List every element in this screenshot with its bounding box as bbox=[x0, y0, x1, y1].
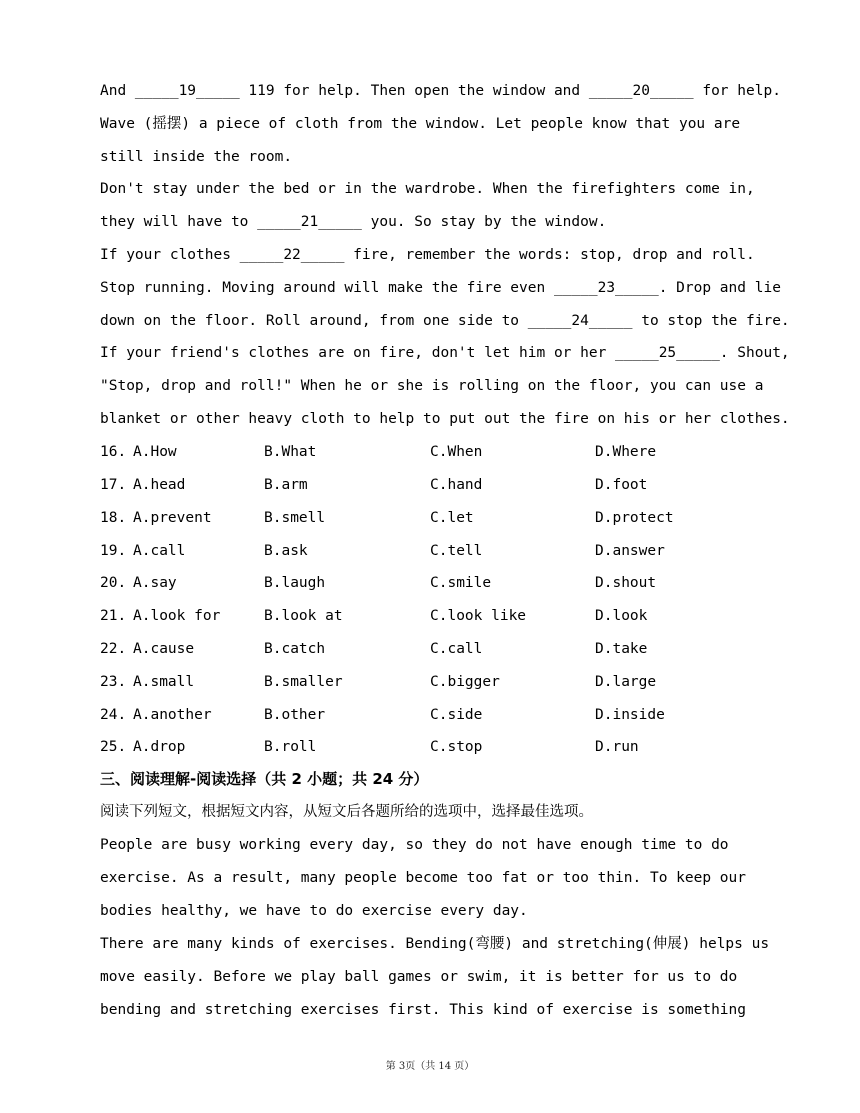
option-a[interactable]: A.small bbox=[133, 674, 195, 690]
page-footer: 第 3页（共 14 页） bbox=[385, 1061, 475, 1072]
option-a[interactable]: A.call bbox=[133, 543, 186, 559]
passage-line: And _____19_____ 119 for help. Then open the window and _____20_____ for help. bbox=[100, 83, 781, 99]
option-a[interactable]: A.say bbox=[133, 575, 177, 591]
question-row bbox=[100, 508, 800, 528]
option-c[interactable]: C.tell bbox=[430, 543, 483, 559]
option-c[interactable]: C.side bbox=[430, 707, 483, 723]
passage-line: If your clothes _____22_____ fire, remember the words: stop, drop and roll. bbox=[100, 247, 755, 263]
question-row bbox=[100, 737, 800, 757]
reading-line: bending and stretching exercises first. This kind of exercise is something bbox=[100, 1002, 747, 1018]
question-row bbox=[100, 475, 800, 495]
option-d[interactable]: D.protect bbox=[595, 510, 674, 526]
option-d[interactable]: D.answer bbox=[595, 543, 665, 559]
option-a[interactable]: A.look for bbox=[133, 608, 221, 624]
question-number: 21. bbox=[100, 608, 127, 624]
question-row bbox=[100, 606, 800, 626]
option-d[interactable]: D.Where bbox=[595, 444, 657, 460]
option-b[interactable]: B.What bbox=[264, 444, 317, 460]
option-b[interactable]: B.smell bbox=[264, 510, 326, 526]
section-title: 三、阅读理解-阅读选择（共 2 小题；共 24 分） bbox=[100, 770, 429, 788]
passage-line: If your friend's clothes are on fire, don't let him or her _____25_____. Shout, bbox=[100, 345, 790, 361]
section-instruction: 阅读下列短文，根据短文内容，从短文后各题所给的选项中，选择最佳选项。 bbox=[100, 804, 593, 820]
reading-line: There are many kinds of exercises. Bending(弯腰) and stretching(伸展) helps us bbox=[100, 936, 770, 952]
option-d[interactable]: D.shout bbox=[595, 575, 657, 591]
option-c[interactable]: C.hand bbox=[430, 477, 483, 493]
option-c[interactable]: C.When bbox=[430, 444, 483, 460]
option-b[interactable]: B.roll bbox=[264, 739, 317, 755]
passage-line: Stop running. Moving around will make the fire even _____23_____. Drop and lie bbox=[100, 280, 781, 296]
option-c[interactable]: C.bigger bbox=[430, 674, 500, 690]
option-b[interactable]: B.catch bbox=[264, 641, 326, 657]
question-number: 25. bbox=[100, 739, 127, 755]
passage-line: Don't stay under the bed or in the wardrobe. When the firefighters come in, bbox=[100, 181, 755, 197]
option-a[interactable]: A.How bbox=[133, 444, 177, 460]
question-row bbox=[100, 639, 800, 659]
option-c[interactable]: C.smile bbox=[430, 575, 492, 591]
option-a[interactable]: A.head bbox=[133, 477, 186, 493]
option-c[interactable]: C.let bbox=[430, 510, 474, 526]
option-d[interactable]: D.look bbox=[595, 608, 648, 624]
passage-line: still inside the room. bbox=[100, 149, 293, 165]
passage-line: down on the floor. Roll around, from one side to _____24_____ to stop the fire. bbox=[100, 313, 790, 329]
option-d[interactable]: D.inside bbox=[595, 707, 665, 723]
option-d[interactable]: D.foot bbox=[595, 477, 648, 493]
question-number: 18. bbox=[100, 510, 127, 526]
option-b[interactable]: B.arm bbox=[264, 477, 308, 493]
option-b[interactable]: B.other bbox=[264, 707, 326, 723]
question-row bbox=[100, 672, 800, 692]
option-d[interactable]: D.large bbox=[595, 674, 657, 690]
option-c[interactable]: C.call bbox=[430, 641, 483, 657]
option-b[interactable]: B.laugh bbox=[264, 575, 326, 591]
option-c[interactable]: C.stop bbox=[430, 739, 483, 755]
question-row bbox=[100, 541, 800, 561]
option-d[interactable]: D.run bbox=[595, 739, 639, 755]
passage-line: Wave (摇摆) a piece of cloth from the window. Let people know that you are bbox=[100, 116, 741, 132]
passage-line: they will have to _____21_____ you. So stay by the window. bbox=[100, 214, 607, 230]
reading-line: People are busy working every day, so they do not have enough time to do bbox=[100, 837, 729, 853]
option-c[interactable]: C.look like bbox=[430, 608, 527, 624]
question-number: 20. bbox=[100, 575, 127, 591]
option-a[interactable]: A.drop bbox=[133, 739, 186, 755]
reading-line: exercise. As a result, many people become too fat or too thin. To keep our bbox=[100, 870, 747, 886]
question-row bbox=[100, 705, 800, 725]
reading-line: bodies healthy, we have to do exercise every day. bbox=[100, 903, 528, 919]
option-b[interactable]: B.ask bbox=[264, 543, 308, 559]
option-a[interactable]: A.cause bbox=[133, 641, 195, 657]
option-a[interactable]: A.another bbox=[133, 707, 212, 723]
option-b[interactable]: B.look at bbox=[264, 608, 343, 624]
question-row bbox=[100, 573, 800, 593]
question-number: 17. bbox=[100, 477, 127, 493]
reading-line: move easily. Before we play ball games or swim, it is better for us to do bbox=[100, 969, 738, 985]
option-d[interactable]: D.take bbox=[595, 641, 648, 657]
passage-line: "Stop, drop and roll!" When he or she is rolling on the floor, you can use a bbox=[100, 378, 764, 394]
question-number: 19. bbox=[100, 543, 127, 559]
passage-line: blanket or other heavy cloth to help to put out the fire on his or her clothes. bbox=[100, 411, 790, 427]
question-number: 24. bbox=[100, 707, 127, 723]
question-number: 22. bbox=[100, 641, 127, 657]
option-a[interactable]: A.prevent bbox=[133, 510, 212, 526]
question-number: 16. bbox=[100, 444, 127, 460]
question-number: 23. bbox=[100, 674, 127, 690]
question-row bbox=[100, 442, 800, 462]
option-b[interactable]: B.smaller bbox=[264, 674, 343, 690]
